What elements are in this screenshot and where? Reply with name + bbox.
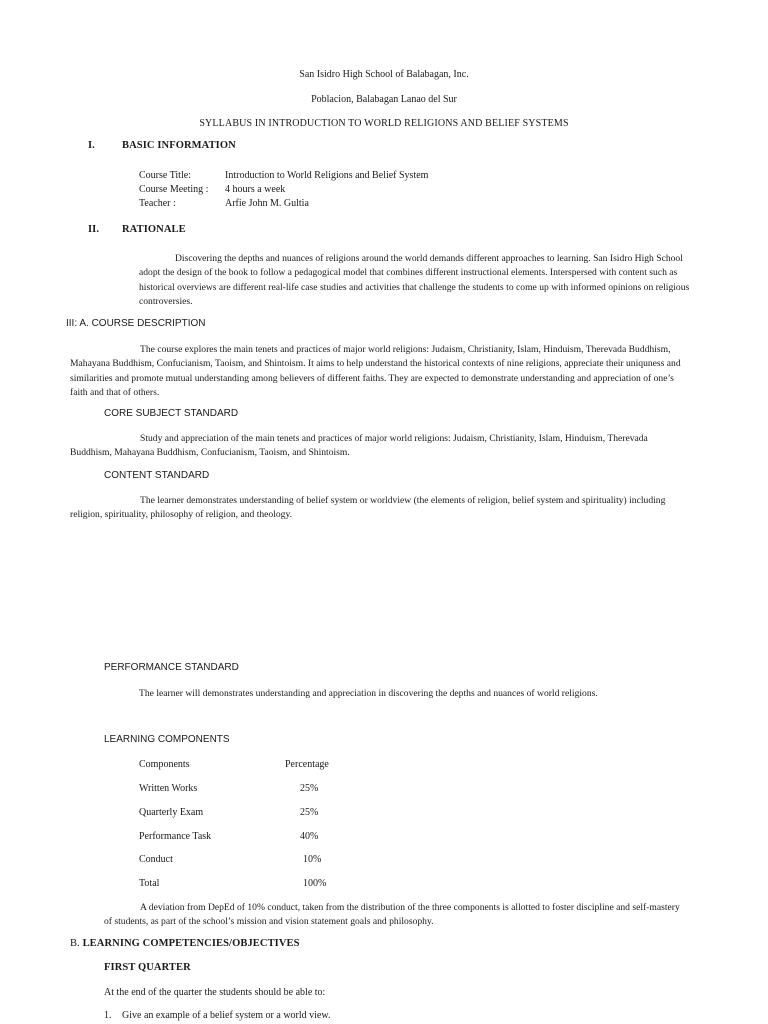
- school-address: Poblacion, Balabagan Lanao del Sur: [311, 94, 457, 105]
- competencies-heading: [70, 938, 300, 949]
- content-standard-paragraph: The learner demonstrates understanding of belief system or worldview (the elements of religion, belief system and spirituality) including religion, spirituality, philosophy of religion, and theology.: [70, 495, 666, 521]
- table-row-percentage: 100%: [303, 878, 327, 889]
- table-row-percentage: 40%: [300, 831, 319, 842]
- section-2-heading: RATIONALE: [122, 224, 186, 235]
- core-standard-heading: CORE SUBJECT STANDARD: [104, 408, 239, 419]
- competencies-prefix: B.: [70, 938, 83, 949]
- table-row-percentage: 10%: [303, 854, 322, 865]
- percentage-column-header: Percentage: [285, 759, 329, 770]
- course-title-value: Introduction to World Religions and Belief System: [225, 170, 429, 181]
- table-row-component: Total: [139, 878, 160, 889]
- conduct-note-paragraph: A deviation from DepEd of 10% conduct, taken from the distribution of the three components is allotted to foster discipline and self-mastery of students, as part of the school’s mission and vision statement goals and philosophy.: [104, 902, 680, 928]
- section-2-number: II.: [88, 224, 100, 235]
- table-row-component: Performance Task: [139, 831, 212, 842]
- section-1-heading: BASIC INFORMATION: [122, 140, 236, 151]
- core-standard-paragraph: Study and appreciation of the main tenets and practices of major world religions: Judaism, Christianity, Islam, Hinduism, Therevada Buddhism, Mahayana Buddhism, Confucianism, Taoism, and Shintoism.: [70, 433, 648, 459]
- syllabus-title: SYLLABUS IN INTRODUCTION TO WORLD RELIGIONS AND BELIEF SYSTEMS: [199, 118, 569, 129]
- components-column-header: Components: [139, 759, 190, 770]
- course-description-heading: III: A. COURSE DESCRIPTION: [66, 318, 206, 329]
- teacher-value: Arfie John M. Gultia: [225, 198, 309, 209]
- table-row-component: Written Works: [139, 783, 198, 794]
- competencies-title: LEARNING COMPETENCIES/OBJECTIVES: [82, 938, 300, 949]
- course-title-label: Course Title:: [139, 170, 191, 181]
- table-row-percentage: 25%: [300, 807, 319, 818]
- course-meeting-value: 4 hours a week: [225, 184, 286, 195]
- content-standard-heading: CONTENT STANDARD: [104, 470, 210, 481]
- table-row-percentage: 25%: [300, 783, 319, 794]
- list-item: Give an example of a belief system or a world view.: [122, 1010, 331, 1021]
- learning-components-heading: LEARNING COMPONENTS: [104, 734, 230, 745]
- rationale-paragraph: Discovering the depths and nuances of religions around the world demands different approaches to learning. San Isidro High School adopt the design of the book to follow a pedagogical model that combines different instructional elements. Interspersed with content such as historical overviews are different real-life case studies and activities that challenge the students to come up with informed opinions on religious controversies.: [139, 253, 690, 308]
- list-item-number: 1.: [104, 1010, 112, 1021]
- course-description-paragraph: The course explores the main tenets and practices of major world religions: Judaism, Christianity, Islam, Hinduism, Therevada Buddhism, Mahayana Buddhism, Confucianism, Taoism, and Shintoism. It aims to help understand the historical contexts of nine religions, appreciate their uniquness and similarities and promote mutual understanding among believers of different faiths. They are expected to demonstrate understanding and appreciation of one’s faith and that of others.: [70, 344, 681, 399]
- performance-standard-paragraph: The learner will demonstrates understanding and appreciation in discovering the depths and nuances of world religions.: [139, 688, 598, 699]
- course-meeting-label: Course Meeting :: [139, 184, 209, 195]
- competencies-intro: At the end of the quarter the students should be able to:: [104, 987, 326, 998]
- table-row-component: Conduct: [139, 854, 173, 865]
- section-1-number: I.: [88, 140, 95, 151]
- school-name: San Isidro High School of Balabagan, Inc.: [299, 69, 469, 80]
- table-row-component: Quarterly Exam: [139, 807, 204, 818]
- performance-standard-heading: PERFORMANCE STANDARD: [104, 662, 239, 673]
- first-quarter-heading: FIRST QUARTER: [104, 962, 191, 973]
- teacher-label: Teacher :: [139, 198, 176, 209]
